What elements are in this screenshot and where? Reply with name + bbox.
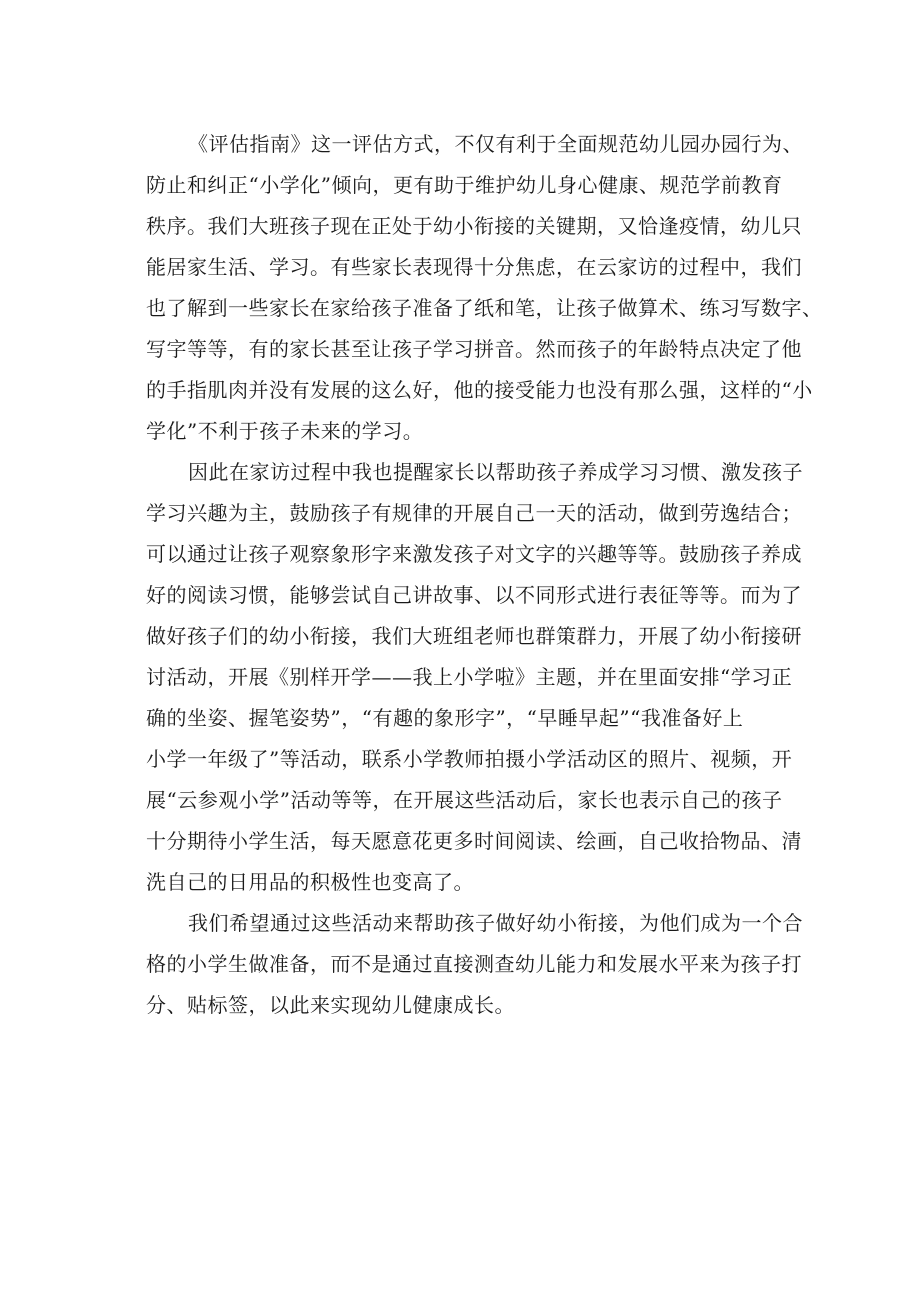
paragraph-line: 学习兴趣为主，鼓励孩子有规律的开展自己一天的活动，做到劳逸结合； — [146, 501, 802, 525]
paragraph-line: 的手指肌肉并没有发展的这么好，他的接受能力也没有那么强，这样的“小 — [146, 378, 813, 402]
paragraph-line: 小学一年级了”等活动，联系小学教师拍摄小学活动区的照片、视频，开 — [146, 747, 793, 771]
document-body — [146, 124, 823, 1026]
paragraph-line: 防止和纠正“小学化”倾向，更有助于维护幼儿身心健康、规范学前教育 — [146, 173, 783, 197]
paragraph-1 — [146, 124, 823, 452]
paragraph-line: 好的阅读习惯，能够尝试自己讲故事、以不同形式进行表征等等。而为了 — [146, 583, 802, 607]
paragraph-line: 学化”不利于孩子未来的学习。 — [146, 419, 424, 443]
paragraph-line: 因此在家访过程中我也提醒家长以帮助孩子养成学习习惯、激发孩子 — [188, 460, 803, 484]
paragraph-line: 写字等等，有的家长甚至让孩子学习拼音。然而孩子的年龄特点决定了他 — [146, 337, 802, 361]
paragraph-3 — [146, 903, 806, 1026]
paragraph-line: 能居家生活、学习。有些家长表现得十分焦虑，在云家访的过程中，我们 — [146, 255, 802, 279]
paragraph-2 — [146, 452, 806, 903]
paragraph-line: 《评估指南》这一评估方式，不仅有利于全面规范幼儿园办园行为、 — [188, 132, 803, 156]
paragraph-line: 秩序。我们大班孩子现在正处于幼小衔接的关键期，又恰逢疫情，幼儿只 — [146, 214, 802, 238]
paragraph-line: 洗自己的日用品的积极性也变高了。 — [146, 870, 474, 894]
paragraph-line: 做好孩子们的幼小衔接，我们大班组老师也群策群力，开展了幼小衔接研 — [146, 624, 802, 648]
paragraph-line: 格的小学生做准备，而不是通过直接测查幼儿能力和发展水平来为孩子打 — [146, 952, 802, 976]
paragraph-line: 确的坐姿、握笔姿势”，“有趣的象形字”，“早睡早起”“我准备好上 — [146, 706, 744, 730]
paragraph-line: 分、贴标签，以此来实现幼儿健康成长。 — [146, 993, 515, 1017]
paragraph-line: 也了解到一些家长在家给孩子准备了纸和笔，让孩子做算术、练习写数字、 — [146, 296, 823, 320]
paragraph-line: 我们希望通过这些活动来帮助孩子做好幼小衔接，为他们成为一个合 — [188, 911, 803, 935]
paragraph-line: 十分期待小学生活，每天愿意花更多时间阅读、绘画，自己收拾物品、清 — [146, 829, 802, 853]
paragraph-line: 可以通过让孩子观察象形字来激发孩子对文字的兴趣等等。鼓励孩子养成 — [146, 542, 802, 566]
paragraph-line: 展“云参观小学”活动等等，在开展这些活动后，家长也表示自己的孩子 — [146, 788, 783, 812]
paragraph-line: 讨活动，开展《别样开学——我上小学啦》主题，并在里面安排“学习正 — [146, 665, 793, 689]
